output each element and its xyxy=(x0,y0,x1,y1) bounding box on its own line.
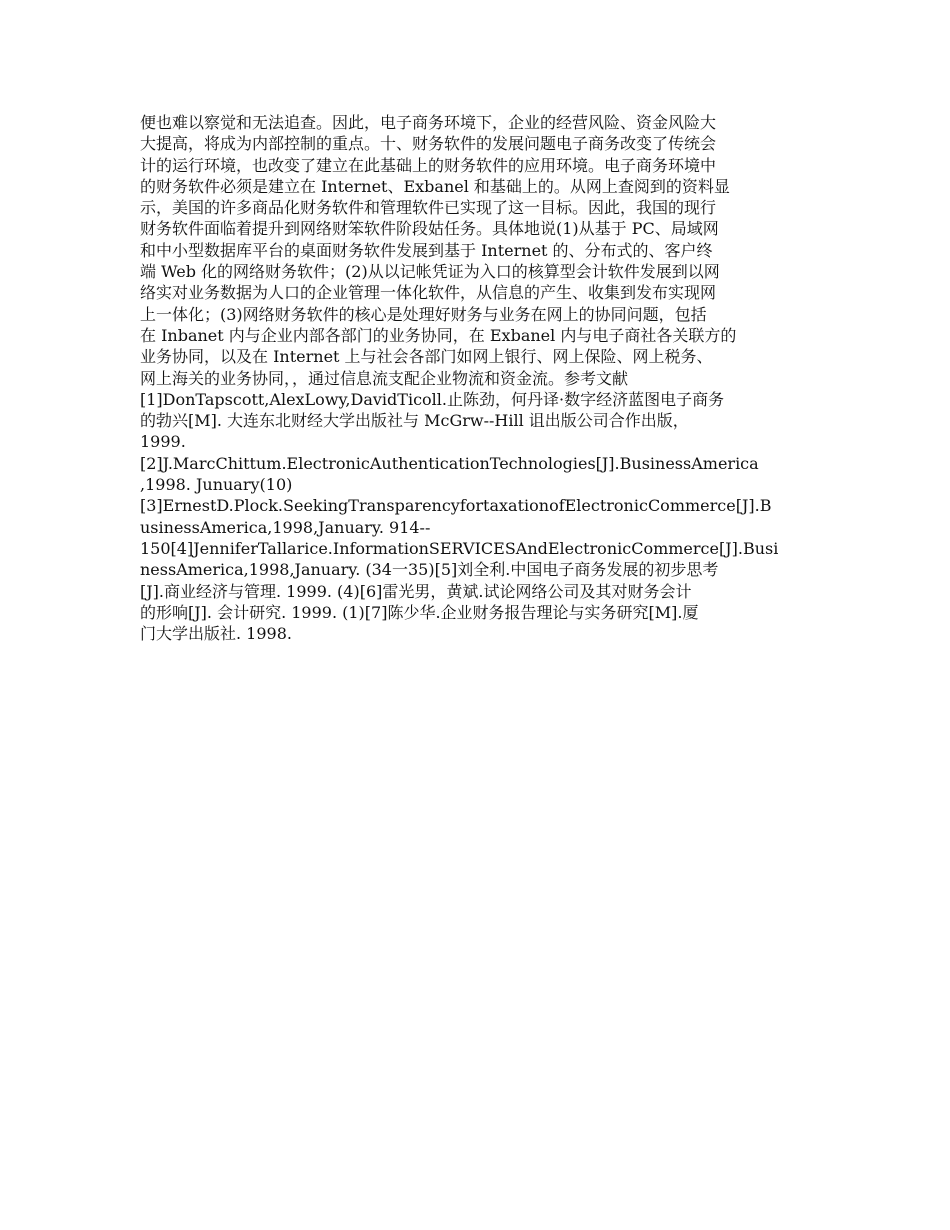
text-line: 的财务软件必须是建立在 Internet、Exbanel 和基础上的。从网上查阅到的资料显 xyxy=(140,176,730,196)
text-line: 网上海关的业务协同，，通过信息流支配企业物流和资金流。参考文献 xyxy=(140,368,629,388)
text-line: 端 Web 化的网络财务软件；(2)从以记帐凭证为入口的核算型会计软件发展到以网 xyxy=(140,262,720,282)
text-line: 大提高，将成为内部控制的重点。十、财务软件的发展问题电子商务改变了传统会 xyxy=(140,134,717,154)
reference-line: [2]J.MarcChittum.ElectronicAuthenticationTechnologies[J].BusinessAmerica xyxy=(140,453,759,473)
reference-line: ,1998. Junuary(10) xyxy=(140,475,293,495)
reference-line: 的勃兴[M]. 大连东北财经大学出版社与 McGrw--Hill 诅出版公司合作出版， xyxy=(140,411,689,431)
reference-line: 1999. xyxy=(140,432,186,452)
reference-line: nessAmerica,1998,January. (34一35)[5]刘全利.中国电子商务发展的初步思考 xyxy=(140,560,719,580)
text-line: 和中小型数据库平台的桌面财务软件发展到基于 Internet 的、分布式的、客户终 xyxy=(140,240,713,260)
text-line: 便也难以察觉和无法追查。因此，电子商务环境下，企业的经营风险、资金风险大 xyxy=(140,113,717,132)
reference-line: 150[4]JenniferTallarice.InformationSERVICESAndElectronicCommerce[J].Busi xyxy=(140,538,779,558)
reference-line: [1]DonTapscott,AlexLowy,DavidTicoll.止陈劲，何丹译·数字经济蓝图电子商务 xyxy=(140,389,725,409)
text-line: 业务协同，以及在 Internet 上与社会各部门如网上银行、网上保险、网上税务、 xyxy=(140,347,713,367)
reference-line: 的形响[J]. 会计研究. 1999. (1)[7]陈少华.企业财务报告理论与实务研究[M].厦 xyxy=(140,602,699,622)
text-line: 计的运行环境，也改变了建立在此基础上的财务软件的应用环境。电子商务环境中 xyxy=(140,155,717,175)
reference-line: 门大学出版社. 1998. xyxy=(140,624,292,644)
text-line: 示，美国的许多商品化财务软件和管理软件已实现了这一目标。因此，我国的现行 xyxy=(140,198,717,218)
text-line: 财务软件面临着提升到网络财笨软件阶段姑任务。具体地说(1)从基于 PC、局域网 xyxy=(140,219,719,239)
body-text xyxy=(140,112,815,644)
reference-line: usinessAmerica,1998,January. 914-- xyxy=(140,517,431,537)
reference-line: [3]ErnestD.Plock.SeekingTransparencyfortaxationofElectronicCommerce[J].B xyxy=(140,496,772,516)
text-line: 在 Inbanet 内与企业内部各部门的业务协同，在 Exbanel 内与电子商社各关联方的 xyxy=(140,325,737,345)
text-line: 络实对业务数据为人口的企业管理一体化软件，从信息的产生、收集到发布实现网 xyxy=(140,283,717,303)
text-line: 上一体化；(3)网络财务软件的核心是处理好财务与业务在网上的协同问题，包括 xyxy=(140,304,707,324)
reference-line: [J].商业经济与管理. 1999. (4)[6]雷光男，黄斌.试论网络公司及其对财务会计 xyxy=(140,581,692,601)
